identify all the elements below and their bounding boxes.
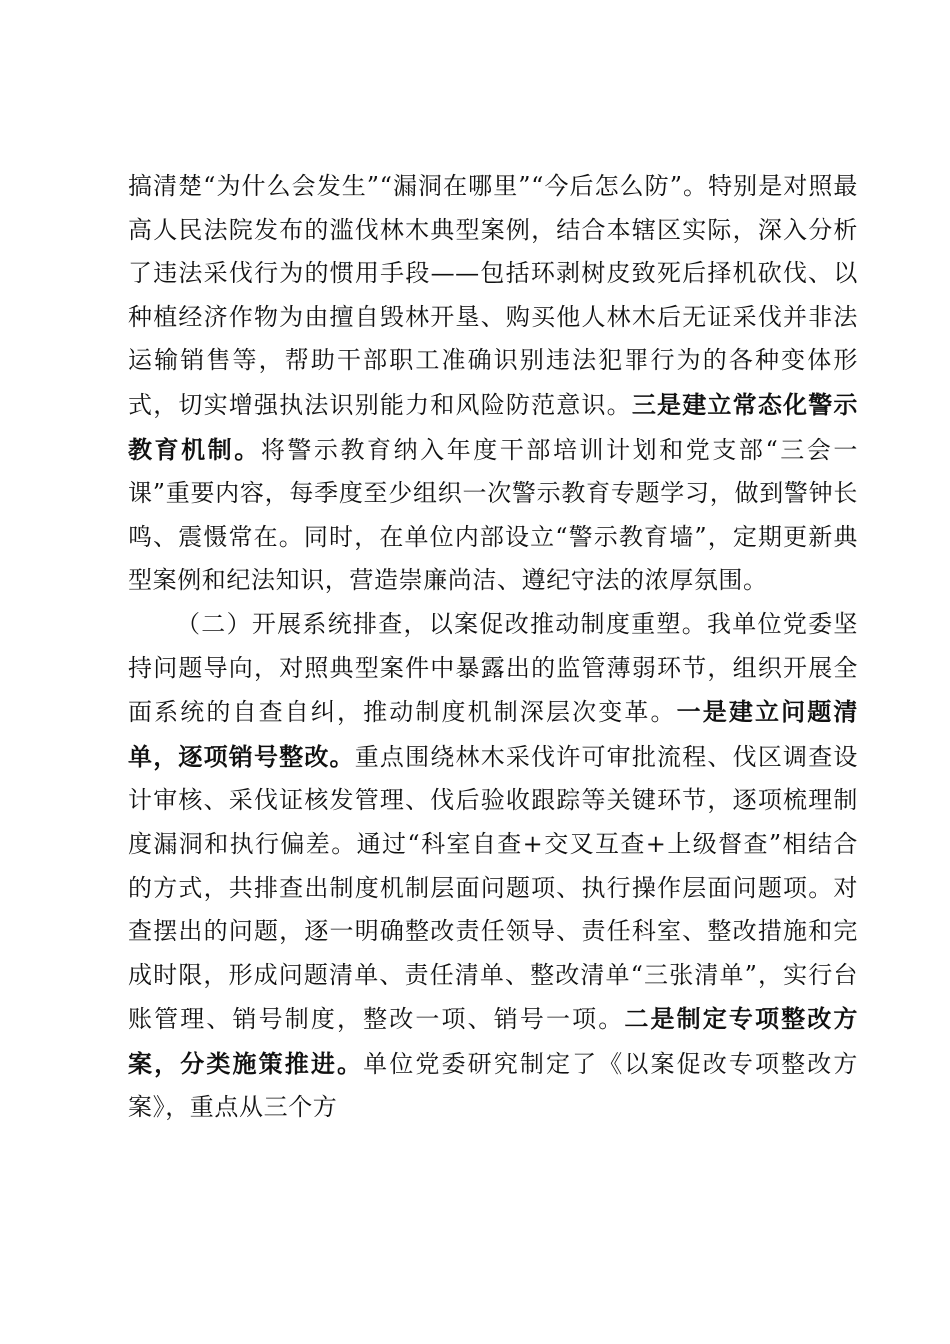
paragraph-2 xyxy=(128,603,858,1130)
paragraph-2-text-3: 单位党委研究制定了《以案促改专项整改方案》，重点从三个方 xyxy=(128,1049,858,1122)
paragraph-1-text-continued: 将警示教育纳入年度干部培训计划和党支部“三会一课”重要内容，每季度至少组织一次警示教育专题学习，做到警钟长鸣、震慑常在。同时，在单位内部设立“警示教育墙”，定期更新典型案例和纪法知识，营造崇廉尚洁、遵纪守法的浓厚氛围。 xyxy=(128,435,859,595)
paragraph-1-text: 搞清楚“为什么会发生”“漏洞在哪里”“今后怎么防”。特别是对照最高人民法院发布的滥伐林木典型案例，结合本辖区实际，深入分析了违法采伐行为的惯用手段——包括环剥树皮致死后择机砍伐、以种植经济作物为由擅自毁林开垦、购买他人林木后无证采伐并非法运输销售等，帮助干部职工准确识别违法犯罪行为的各种变体形式，切实增强执法识别能力和风险防范意识。 xyxy=(128,172,858,419)
paragraph-2-text-2: 重点围绕林木采伐许可审批流程、伐区调查设计审核、采伐证核发管理、伐后验收跟踪等关键环节，逐项梳理制度漏洞和执行偏差。通过“科室自查+交叉互查+上级督查”相结合的方式，共排查出制度机制层面问题项、执行操作层面问题项。对查摆出的问题，逐一明确整改责任领导、责任科室、整改措施和完成时限，形成问题清单、责任清单、整改清单“三张清单”，实行台账管理、销号制度，整改一项、销号一项。 xyxy=(128,742,858,1034)
paragraph-1-bold-heading: 三是建立常态化警示教育机制。 xyxy=(128,389,858,464)
paragraph-2-bold-heading-1: 一是建立问题清单，逐项销号整改。 xyxy=(128,697,858,771)
document-body xyxy=(128,165,858,1130)
paragraph-2-text: （二）开展系统排查，以案促改推动制度重塑。我单位党委坚持问题导向，对照典型案件中暴露出的监管薄弱环节，组织开展全面系统的自查自纠，推动制度机制深层次变革。 xyxy=(128,609,858,727)
paragraph-1 xyxy=(128,165,858,603)
paragraph-2-bold-heading-2: 二是制定专项整改方案，分类施策推进。 xyxy=(128,1004,858,1078)
